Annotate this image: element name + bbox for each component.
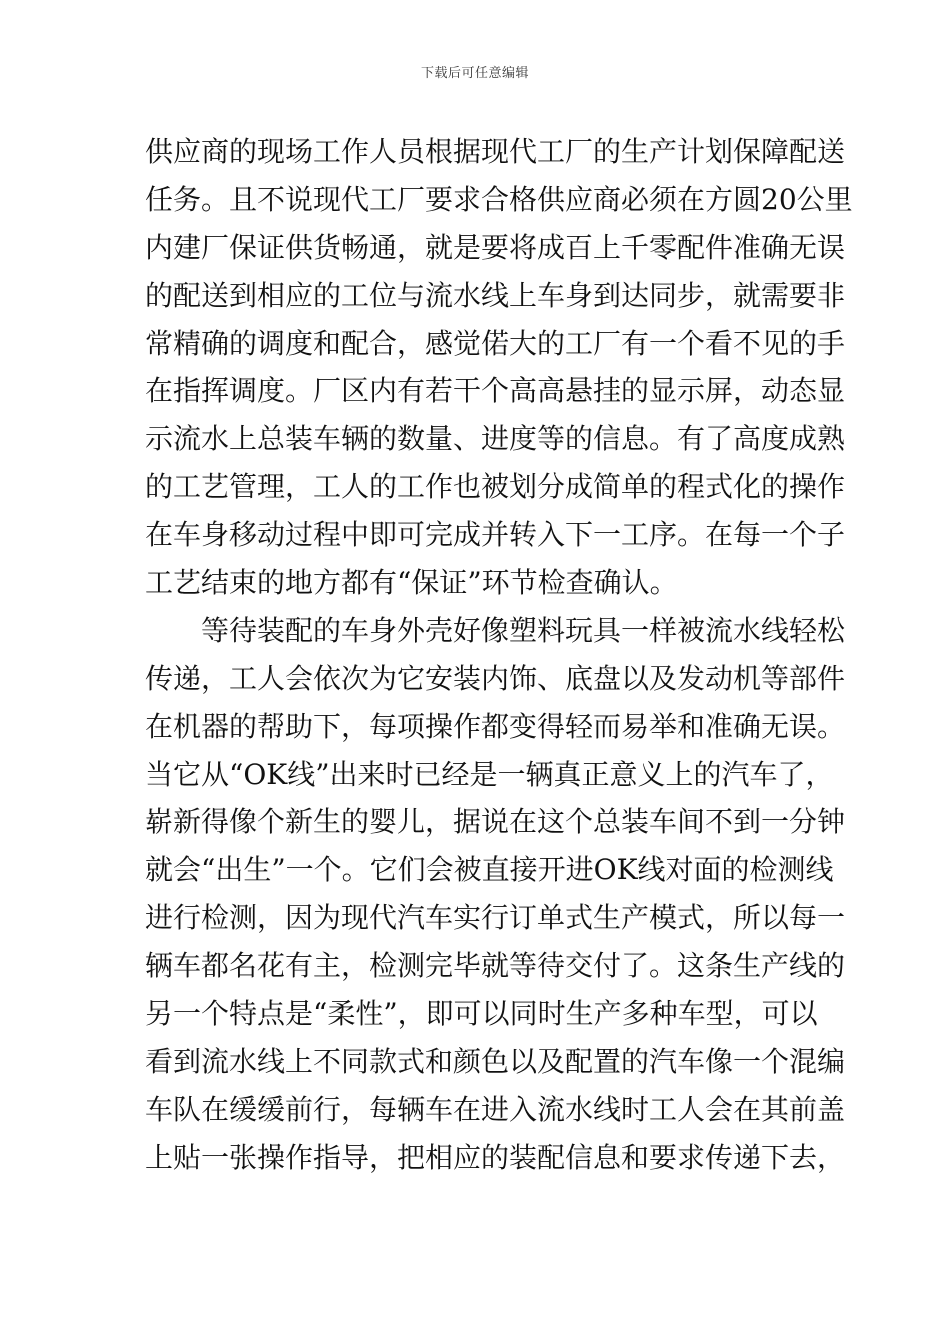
text-line: 等待装配的车身外壳好像塑料玩具一样被流水线轻松 — [201, 613, 846, 647]
text-line: 内建厂保证供货畅通，就是要将成百上千零配件准确无误 — [145, 230, 846, 264]
text-line: 工艺结束的地方都有“保证”环节检查确认。 — [145, 566, 678, 600]
text-line: 进行检测，因为现代汽车实行订单式生产模式，所以每一 — [145, 901, 846, 935]
text-line: 就会“出生”一个。它们会被直接开进OK线对面的检测线 — [145, 853, 834, 887]
text-line: 的工艺管理，工人的工作也被划分成简单的程式化的操作 — [145, 470, 846, 504]
document-body — [145, 128, 853, 1182]
text-line: 的配送到相应的工位与流水线上车身到达同步，就需要非 — [145, 278, 846, 312]
text-line: 供应商的现场工作人员根据现代工厂的生产计划保障配送 — [145, 135, 846, 168]
text-line: 在指挥调度。厂区内有若干个高高悬挂的显示屏，动态显 — [145, 374, 846, 408]
text-line: 常精确的调度和配合，感觉偌大的工厂有一个看不见的手 — [145, 326, 846, 360]
text-line: 在机器的帮助下，每项操作都变得轻而易举和准确无误。 — [145, 709, 846, 743]
text-line: 上贴一张操作指导，把相应的装配信息和要求传递下去， — [145, 1140, 846, 1174]
paragraph-2 — [145, 607, 846, 1182]
text-line: 任务。且不说现代工厂要求合格供应商必须在方圆20公里 — [145, 182, 853, 216]
text-line: 崭新得像个新生的婴儿，据说在这个总装车间不到一分钟 — [145, 805, 846, 839]
text-line: 另一个特点是“柔性”，即可以同时生产多种车型，可以 — [145, 997, 818, 1031]
text-line: 示流水上总装车辆的数量、进度等的信息。有了高度成熟 — [145, 422, 846, 456]
text-line: 车队在缓缓前行，每辆车在进入流水线时工人会在其前盖 — [145, 1092, 846, 1126]
page-header: 下载后可任意编辑 — [420, 66, 529, 81]
paragraph-1 — [145, 128, 853, 607]
text-line: 当它从“OK线”出来时已经是一辆真正意义上的汽车了， — [145, 757, 834, 791]
text-line: 辆车都名花有主，检测完毕就等待交付了。这条生产线的 — [145, 949, 846, 983]
text-line: 传递，工人会依次为它安装内饰、底盘以及发动机等部件 — [145, 661, 846, 695]
text-line: 看到流水线上不同款式和颜色以及配置的汽车像一个混编 — [145, 1044, 846, 1078]
text-line: 在车身移动过程中即可完成并转入下一工序。在每一个子 — [145, 518, 846, 552]
